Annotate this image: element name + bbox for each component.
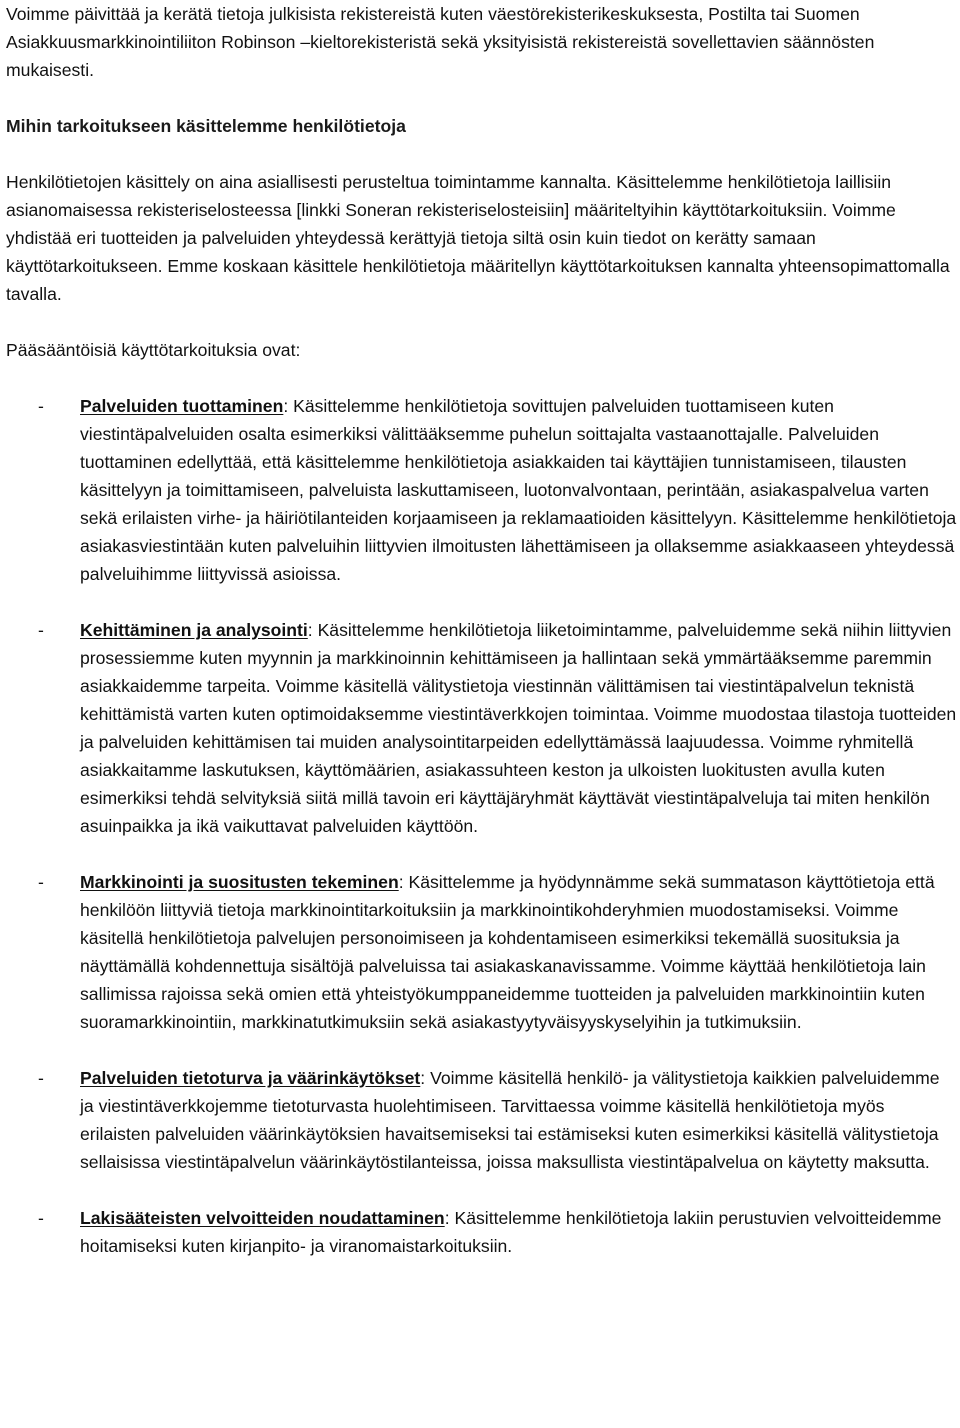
purposes-intro: Pääsääntöisiä käyttötarkoituksia ovat:	[6, 340, 301, 360]
list-item	[6, 392, 958, 588]
list-item	[6, 1204, 958, 1260]
list-dash: -	[38, 396, 44, 416]
purpose-text: : Käsittelemme ja hyödynnämme sekä summatason käyttötietoja että henkilöön liittyviä tietoja markkinointitarkoituksiin ja markkinointikohderyhmien muodostamiseksi. Voimme käsitellä henkilötietoja palvelujen personoimiseen ja kohdentamiseen esimerkiksi tekemällä suosituksia ja näyttämällä kohdennettuja sisältöjä palveluissa tai asiakaskanavissamme. Voimme käyttää henkilötietoja lain sallimissa rajoissa sekä omien että yhteistyökumppaneidemme tuotteiden ja palveluiden markkinointiin kuten suoramarkkinointiin, markkinatutkimuksiin sekä asiakastyytyväisyyskyselyihin ja tutkimuksiin.	[80, 872, 935, 1032]
purpose-term: Palveluiden tuottaminen	[80, 396, 284, 416]
purpose-term: Palveluiden tietoturva ja väärinkäytökset	[80, 1068, 421, 1088]
purpose-text: : Käsittelemme henkilötietoja lakiin perustuvien velvoitteidemme hoitamiseksi kuten kirjanpito- ja viranomaistarkoituksiin.	[80, 1208, 942, 1256]
intro-paragraph: Voimme päivittää ja kerätä tietoja julkisista rekistereistä kuten väestörekisterikeskuksesta, Postilta tai Suomen Asiakkuusmarkkinointiliiton Robinson –kieltorekisteristä sekä yksityisistä rekistereistä sovellettavien säännösten mukaisesti.	[6, 4, 875, 80]
purpose-term: Markkinointi ja suositusten tekeminen	[80, 872, 399, 892]
main-paragraph: Henkilötietojen käsittely on aina asiallisesti perusteltua toimintamme kannalta. Käsittelemme henkilötietoja laillisiin asianomaisessa rekisteriselosteessa [linkki Soneran rekisteriselosteisiin] määriteltyihin käyttötarkoituksiin. Voimme yhdistää eri tuotteiden ja palveluiden yhteydessä kerättyjä tietoja siltä osin kuin tiedot on kerätty samaan käyttötarkoitukseen. Emme koskaan käsittele henkilötietoja määritellyn käyttötarkoituksen kannalta yhteensopimattomalla tavalla.	[6, 172, 950, 304]
purpose-text: : Käsittelemme henkilötietoja sovittujen palveluiden tuottamiseen kuten viestintäpalveluiden osalta esimerkiksi välittääksemme puhelun soittajalta vastaanottajalle. Palveluiden tuottaminen edellyttää, että käsittelemme henkilötietoja asiakkaiden tai käyttäjien tunnistamiseen, tilausten käsittelyyn ja toimittamiseen, palveluista laskuttamiseen, luotonvalvontaan, perintään, asiakaspalvelua varten sekä erilaisten virhe- ja häiriötilanteiden korjaamiseen ja reklamaatioiden käsittelyyn. Käsittelemme henkilötietoja asiakasviestintään kuten palveluihin liittyvien ilmoitusten lähettämiseen ja ollaksemme asiakkaaseen yhteydessä palveluihimme liittyvissä asioissa.	[80, 396, 957, 584]
list-item	[6, 616, 958, 840]
purpose-text: : Voimme käsitellä henkilö- ja välitystietoja kaikkien palveluidemme ja viestintäverkkojemme tietoturvasta huolehtimiseen. Tarvittaessa voimme käsitellä henkilötietoja myös erilaisten palveluiden väärinkäytöksien havaitsemiseksi tai estämiseksi kuten esimerkiksi käsitellä välitystietoja sellaisissa viestintäpalvelun väärinkäytöstilanteissa, joissa maksullista viestintäpalvelua on käytetty maksutta.	[80, 1068, 940, 1172]
purpose-term: Kehittäminen ja analysointi	[80, 620, 308, 640]
purpose-text: : Käsittelemme henkilötietoja liiketoimintamme, palveluidemme sekä niihin liittyvien prosessiemme kuten myynnin ja markkinoinnin kehittämiseen ja hallintaan sekä ymmärtääksemme paremmin asiakkaidemme tarpeita. Voimme käsitellä välitystietoja viestinnän välittämisen tai viestintäpalvelun teknistä kehittämistä varten kuten optimoidaksemme viestintäverkkojen toimintaa. Voimme muodostaa tilastoja tuotteiden ja palveluiden kehittämisen tai muiden analysointitarpeiden edellyttämässä laajuudessa. Voimme ryhmitellä asiakkaitamme laskutuksen, käyttömäärien, asiakassuhteen keston ja ulkoisten luokitusten avulla kuten esimerkiksi tehdä selvityksiä siitä millä tavoin eri käyttäjäryhmät käyttävät viestintäpalveluja tai miten henkilön asuinpaikka ja ikä vaikuttavat palveluiden käyttöön.	[80, 620, 957, 836]
list-dash: -	[38, 1208, 44, 1228]
section-heading: Mihin tarkoitukseen käsittelemme henkilötietoja	[6, 116, 406, 136]
purposes-list	[6, 392, 958, 1260]
document-page	[6, 0, 958, 1288]
list-dash: -	[38, 872, 44, 892]
list-item	[6, 1064, 958, 1176]
list-dash: -	[38, 1068, 44, 1088]
purpose-term: Lakisääteisten velvoitteiden noudattaminen	[80, 1208, 445, 1228]
list-dash: -	[38, 620, 44, 640]
list-item	[6, 868, 958, 1036]
